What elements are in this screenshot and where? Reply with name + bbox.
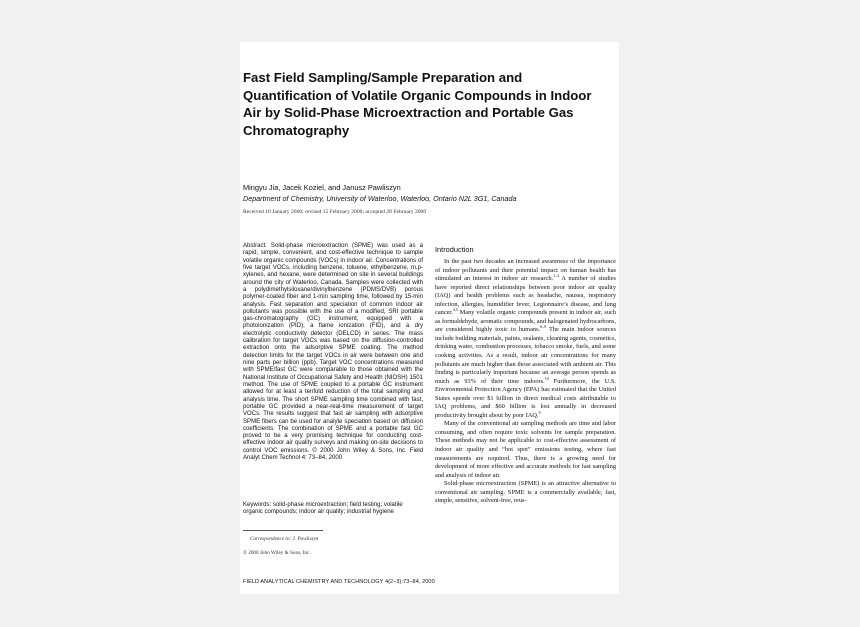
intro-paragraph-1 <box>435 258 616 420</box>
intro-text: The main indoor sources include building materials, paints, sealants, cleaning agents, cosmetics, drinking water, combustion processes, tobacco smoke, fuels, and some cooking activities. As a result, indoor air concentrations for many pollutants are much higher than those associated with ambient air. This finding is particularly important because an average person spends as much as 93% of their time indoors. <box>435 326 616 385</box>
intro-text: A number of studies have reported direct relationships between poor indoor air quality (IAQ) and health problems such as headache, nausea, respiratory infection, allergies, humidifier fever, Legionnaire’s disease, and lung cancer. <box>435 275 616 317</box>
correspondence-note: Correspondence to: J. Pawliszyn <box>250 536 319 542</box>
abstract-text: Abstract: Solid-phase microextraction (SPME) was used as a rapid, simple, convenient, and cost-effective technique to sample volatile organic compounds (VOCs) in indoor air. Concentrations of five target VOCs, including benzene, toluene, ethylbenzene, m,p-xylenes, and hexane, were determined on site in several buildings around the city of Waterloo, Canada. Samples were collected with a polydimethylsiloxane/divinylbenzene (PDMS/DVB) porous polymer-coated fiber and 1-min sampling time, followed by 15-min analysis. Fast separation and speciation of common indoor air pollutants was possible with the use of a modified, SRI portable gas-chromatography (GC) instrument, equipped with a photoionization (PID), a flame ionization (FID), and a dry electrolytic conductivity detector (DELCD) in series. The mass calibration for target VOCs was based on the diffusion-controlled extraction onto the adsorptive SPME coating. The method detection limits for the target VOCs in air were between one and nine parts per billion (ppb). Target VOC concentrations measured with SPME/fast GC were comparable to those obtained with the National Institute of Occupational Safety and Health (NIOSH) 1501 method. The use of SPME coupled to a portable GC instrument allowed for at least a tenfold reduction of the total sampling and analysis time. The short SPME sampling time combined with fast, portable GC provided a near-real-time measurement of target VOCs. The results suggest that fast air sampling with adsorptive SPME fibers can be used for analyte speciation based on diffusion coefficients. The combination of SPME and a portable fast GC proved to be a very promising technique for conducting cost-effective indoor air quality surveys and making on-site decisions to control VOC emissions. © 2000 John Wiley & Sons, Inc. Field Analyt Chem Technol 4: 73–84, 2000 <box>243 243 423 462</box>
affiliation: Department of Chemistry, University of Waterloo, Waterloo, Ontario N2L 3G1, Canada <box>243 194 517 203</box>
citation-ref: 1–3 <box>553 272 560 278</box>
intro-text: Many volatile organic compounds present in indoor air, such as formaldehyde, aromatic compounds, and halogenated hydrocarbons, are considered highly toxic to humans. <box>435 309 616 334</box>
citation-ref: 6–9 <box>540 324 547 330</box>
intro-text: In the past two decades an increased awareness of the importance of indoor pollutants and their potential impact on human health has stimulated an interest in indoor air research. <box>435 258 616 283</box>
copyright-note: © 2000 John Wiley & Sons, Inc. <box>243 550 311 556</box>
intro-text: Furthermore, the U.S. Environmental Protection Agency (EPA) has estimated that the United States spends over $1 billion in direct medical costs attributable to IAQ problems, and $60 billion is lost annually in decreased productivity brought about by poor IAQ. <box>435 377 616 419</box>
intro-paragraph-3: Solid-phase microextraction (SPME) is an attractive alternative to conventional air sampling. SPME is a commercially available, fast, simple, sensitive, solvent-free, reus- <box>435 480 616 505</box>
received-dates: Received 10 January 2000; revised 15 February 2000; accepted 28 February 2000 <box>243 209 427 215</box>
citation-ref: 4,5 <box>452 307 458 313</box>
section-heading-introduction: Introduction <box>435 245 474 254</box>
footnote-divider <box>243 530 323 531</box>
article-title: Fast Field Sampling/Sample Preparation and Quantification of Volatile Organic Compounds in Indoor Air by Solid-Phase Microextraction and Portable Gas Chromatography <box>243 70 592 138</box>
introduction-body <box>435 258 616 506</box>
citation-ref: 9 <box>538 409 541 415</box>
intro-paragraph-2: Many of the conventional air sampling methods are time and labor consuming, and often require toxic solvents for sample preparation. These methods may not be applicable to cost-effective assessment of indoor air quality and “hot spot” emissions testing, where fast measurements are required. Thus, there is a growing need for development of more effective and accurate methods for fast sampling and analysis of indoor air. <box>435 420 616 479</box>
journal-footer: FIELD ANALYTICAL CHEMISTRY AND TECHNOLOGY 4(2–3):73–84, 2000 <box>243 579 435 585</box>
journal-page <box>240 42 619 594</box>
citation-ref: 10 <box>544 375 549 381</box>
keywords: Keywords: solid-phase microextraction; field testing; volatile organic compounds; indoor air quality; industrial hygiene <box>243 502 403 516</box>
author-list: Mingyu Jia, Jacek Koziel, and Janusz Pawliszyn <box>243 183 401 192</box>
